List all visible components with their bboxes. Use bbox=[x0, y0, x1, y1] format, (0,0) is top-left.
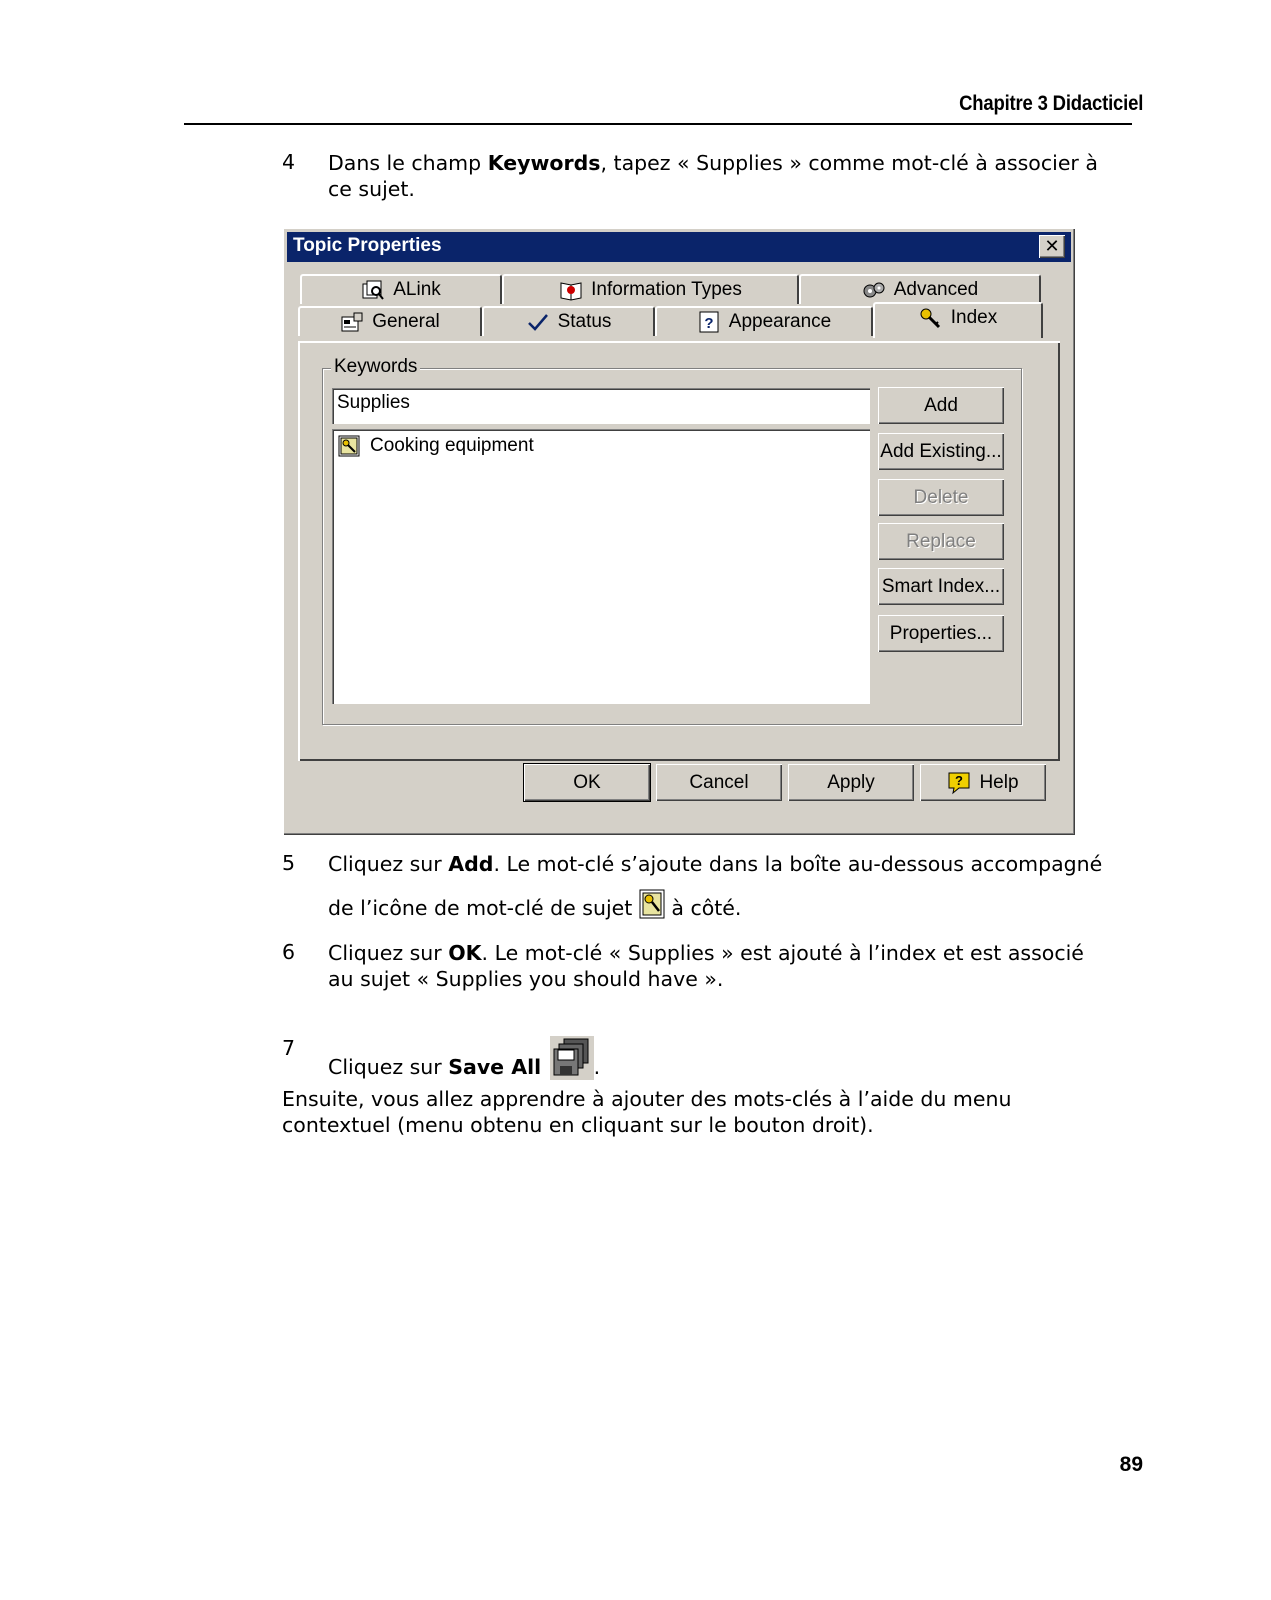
tab-general-label: General bbox=[372, 311, 440, 332]
checkmark-icon bbox=[526, 311, 550, 333]
step-5-bold: Add bbox=[448, 852, 494, 876]
cancel-button[interactable]: Cancel bbox=[656, 764, 782, 801]
step-7-number: 7 bbox=[282, 1036, 296, 1060]
help-button[interactable] bbox=[920, 764, 1046, 801]
information-types-icon bbox=[559, 279, 583, 301]
step-6-text bbox=[328, 940, 1128, 992]
tab-appearance[interactable] bbox=[655, 306, 873, 336]
step-6-line2: au sujet « Supplies you should have ». bbox=[328, 967, 724, 991]
topic-properties-dialog bbox=[283, 228, 1075, 835]
tab-information-types[interactable] bbox=[502, 274, 799, 304]
list-item[interactable] bbox=[338, 435, 534, 457]
header-rule bbox=[184, 123, 1132, 125]
step-4-line2: ce sujet. bbox=[328, 177, 415, 201]
keys-icon bbox=[919, 307, 943, 329]
tab-general[interactable] bbox=[298, 306, 482, 336]
tab-index-label: Index bbox=[950, 307, 998, 328]
properties-button[interactable]: Properties... bbox=[878, 615, 1004, 652]
closing-line1: Ensuite, vous allez apprendre à ajouter des mots-clés à l’aide du menu bbox=[282, 1087, 1012, 1111]
step-7-bold: Save All bbox=[448, 1055, 542, 1079]
step-5-pre: Cliquez sur bbox=[328, 852, 449, 876]
step-5-number: 5 bbox=[282, 851, 296, 875]
closing-line2: contextuel (menu obtenu en cliquant sur le bouton droit). bbox=[282, 1113, 874, 1137]
close-icon: ✕ bbox=[1044, 236, 1060, 257]
add-existing-button[interactable]: Add Existing... bbox=[878, 433, 1004, 470]
keyword-cooking-equipment: Cooking equipment bbox=[370, 435, 534, 456]
step-7-post: . bbox=[593, 1055, 601, 1079]
smart-index-button[interactable]: Smart Index... bbox=[878, 568, 1004, 605]
tab-advanced-label: Advanced bbox=[893, 279, 979, 300]
step-4-number: 4 bbox=[282, 150, 296, 174]
tab-advanced[interactable] bbox=[799, 274, 1041, 304]
tab-appearance-label: Appearance bbox=[728, 311, 832, 332]
topic-keyword-icon bbox=[639, 889, 665, 919]
alink-icon bbox=[361, 279, 385, 301]
step-5-post: . Le mot-clé s’ajoute dans la boîte au-dessous accompagné bbox=[493, 852, 1103, 876]
page-number: 89 bbox=[1119, 1453, 1143, 1476]
step-5-line2 bbox=[328, 889, 1128, 921]
step-5-line2-post: à côté. bbox=[664, 896, 742, 920]
ok-button[interactable]: OK bbox=[524, 764, 650, 801]
help-button-label: Help bbox=[979, 771, 1019, 793]
close-button[interactable] bbox=[1039, 235, 1065, 258]
step-6-post: . Le mot-clé « Supplies » est ajouté à l’index et est associé bbox=[481, 941, 1084, 965]
help-icon bbox=[947, 771, 971, 795]
step-4-text bbox=[328, 150, 1128, 202]
step-5-text bbox=[328, 851, 1128, 877]
replace-button[interactable]: Replace bbox=[878, 523, 1004, 560]
tab-status-label: Status bbox=[557, 311, 612, 332]
step-6-pre: Cliquez sur bbox=[328, 941, 449, 965]
step-6-number: 6 bbox=[282, 940, 296, 964]
keywords-group-label: Keywords bbox=[331, 356, 420, 378]
step-4-bold: Keywords bbox=[487, 151, 601, 175]
general-icon bbox=[340, 311, 364, 333]
help-page-icon bbox=[697, 311, 721, 333]
apply-button[interactable]: Apply bbox=[788, 764, 914, 801]
keywords-listbox[interactable] bbox=[332, 429, 870, 704]
tab-index[interactable] bbox=[873, 302, 1043, 338]
add-button[interactable]: Add bbox=[878, 387, 1004, 424]
tab-information-types-label: Information Types bbox=[591, 279, 742, 300]
title-bar bbox=[287, 232, 1071, 262]
step-7-text bbox=[328, 1036, 1128, 1080]
tab-status[interactable] bbox=[482, 306, 655, 336]
step-6-bold: OK bbox=[448, 941, 482, 965]
tab-alink-label: ALink bbox=[393, 279, 441, 300]
save-all-icon bbox=[550, 1036, 594, 1080]
delete-button[interactable]: Delete bbox=[878, 479, 1004, 516]
svg-text:?: ? bbox=[955, 772, 964, 788]
svg-text:?: ? bbox=[704, 315, 714, 332]
tab-alink[interactable] bbox=[300, 274, 502, 304]
topic-keyword-icon bbox=[338, 435, 360, 457]
step-4-post: , tapez « Supplies » comme mot-clé à associer à bbox=[600, 151, 1098, 175]
keyword-input[interactable]: Supplies bbox=[332, 388, 870, 424]
closing-paragraph bbox=[282, 1086, 1132, 1138]
running-header: Chapitre 3 Didacticiel bbox=[958, 92, 1143, 115]
step-5-line2-pre: de l’icône de mot-clé de sujet bbox=[328, 896, 639, 920]
step-7-pre: Cliquez sur bbox=[328, 1055, 449, 1079]
dialog-title: Topic Properties bbox=[293, 235, 442, 256]
step-4-pre: Dans le champ bbox=[328, 151, 488, 175]
gears-icon bbox=[862, 279, 886, 301]
